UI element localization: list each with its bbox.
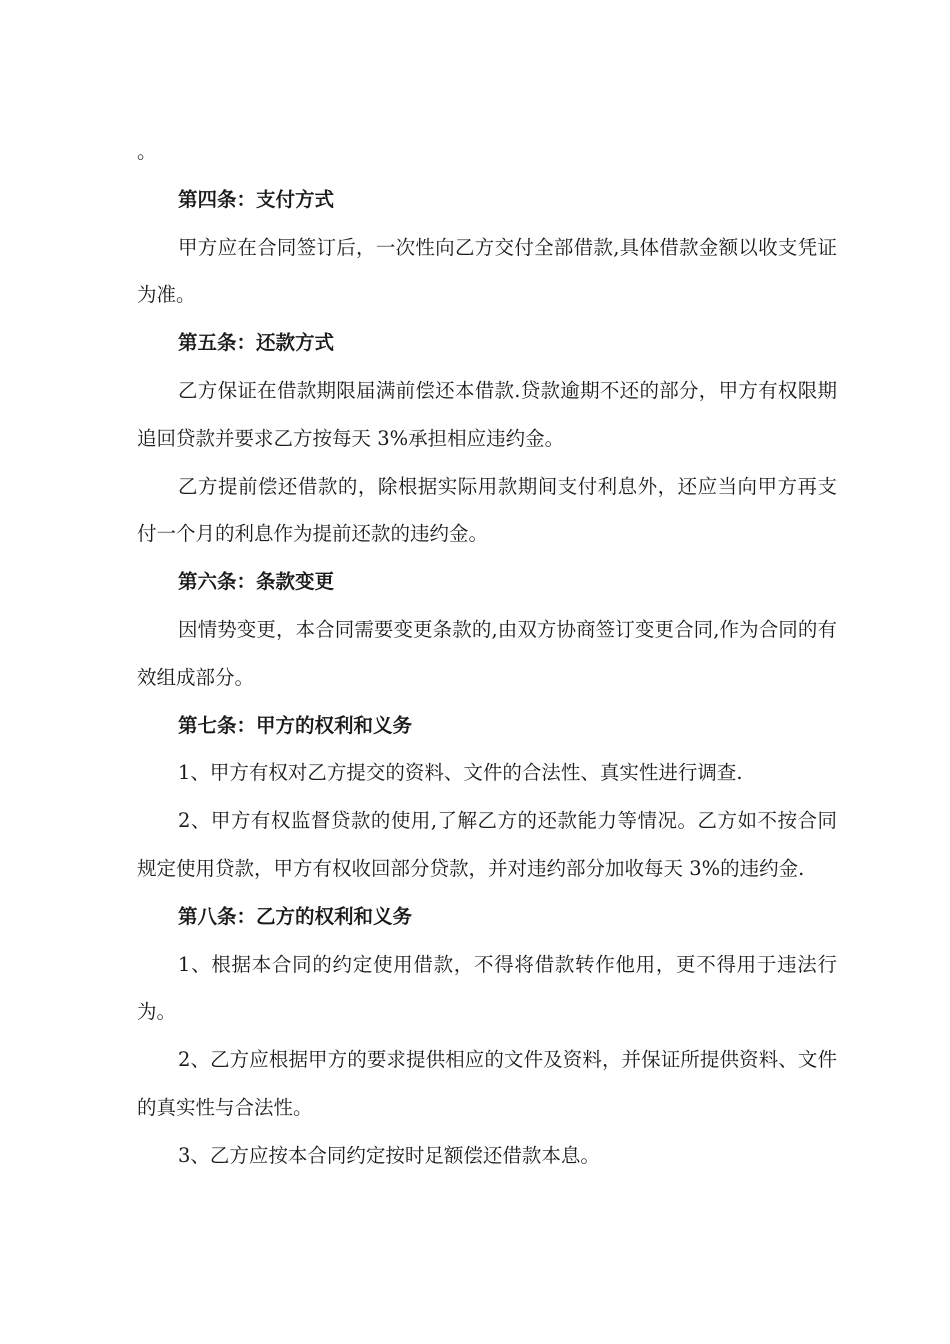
section-7-paragraph-2: 2、甲方有权监督贷款的使用,了解乙方的还款能力等情况。乙方如不按合同规定使用贷款，甲方有权收回部分贷款，并对违约部分加收每天 3%的违约金. — [137, 809, 837, 880]
document-page — [137, 128, 837, 1180]
section-heading-5: 第五条：还款方式 — [178, 331, 335, 355]
section-5-paragraph-2: 乙方提前偿还借款的，除根据实际用款期间支付利息外，还应当向甲方再支付一个月的利息作为提前还款的违约金。 — [137, 474, 837, 546]
section-5-paragraph-1: 乙方保证在借款期限届满前偿还本借款.贷款逾期不还的部分，甲方有权限期追回贷款并要求乙方按每天 3%承担相应违约金。 — [137, 378, 837, 450]
leading-fragment: 。 — [137, 140, 157, 163]
section-heading-8: 第八条：乙方的权利和义务 — [178, 904, 413, 928]
section-6-paragraph-1: 因情势变更，本合同需要变更条款的,由双方协商签订变更合同,作为合同的有效组成部分。 — [137, 617, 837, 689]
section-8-paragraph-3: 3、乙方应按本合同约定按时足额偿还借款本息。 — [178, 1143, 600, 1167]
section-8-paragraph-2: 2、乙方应根据甲方的要求提供相应的文件及资料，并保证所提供资料、文件的真实性与合法性。 — [137, 1048, 837, 1119]
section-heading-4: 第四条：支付方式 — [178, 187, 335, 211]
section-4-paragraph-1: 甲方应在合同签订后，一次性向乙方交付全部借款,具体借款金额以收支凭证为准。 — [137, 235, 837, 307]
section-heading-6: 第六条：条款变更 — [178, 570, 335, 594]
section-7-paragraph-1: 1、甲方有权对乙方提交的资料、文件的合法性、真实性进行调查. — [178, 761, 743, 785]
section-8-paragraph-1: 1、根据本合同的约定使用借款，不得将借款转作他用，更不得用于违法行为。 — [137, 952, 837, 1024]
section-heading-7: 第七条：甲方的权利和义务 — [178, 713, 413, 737]
